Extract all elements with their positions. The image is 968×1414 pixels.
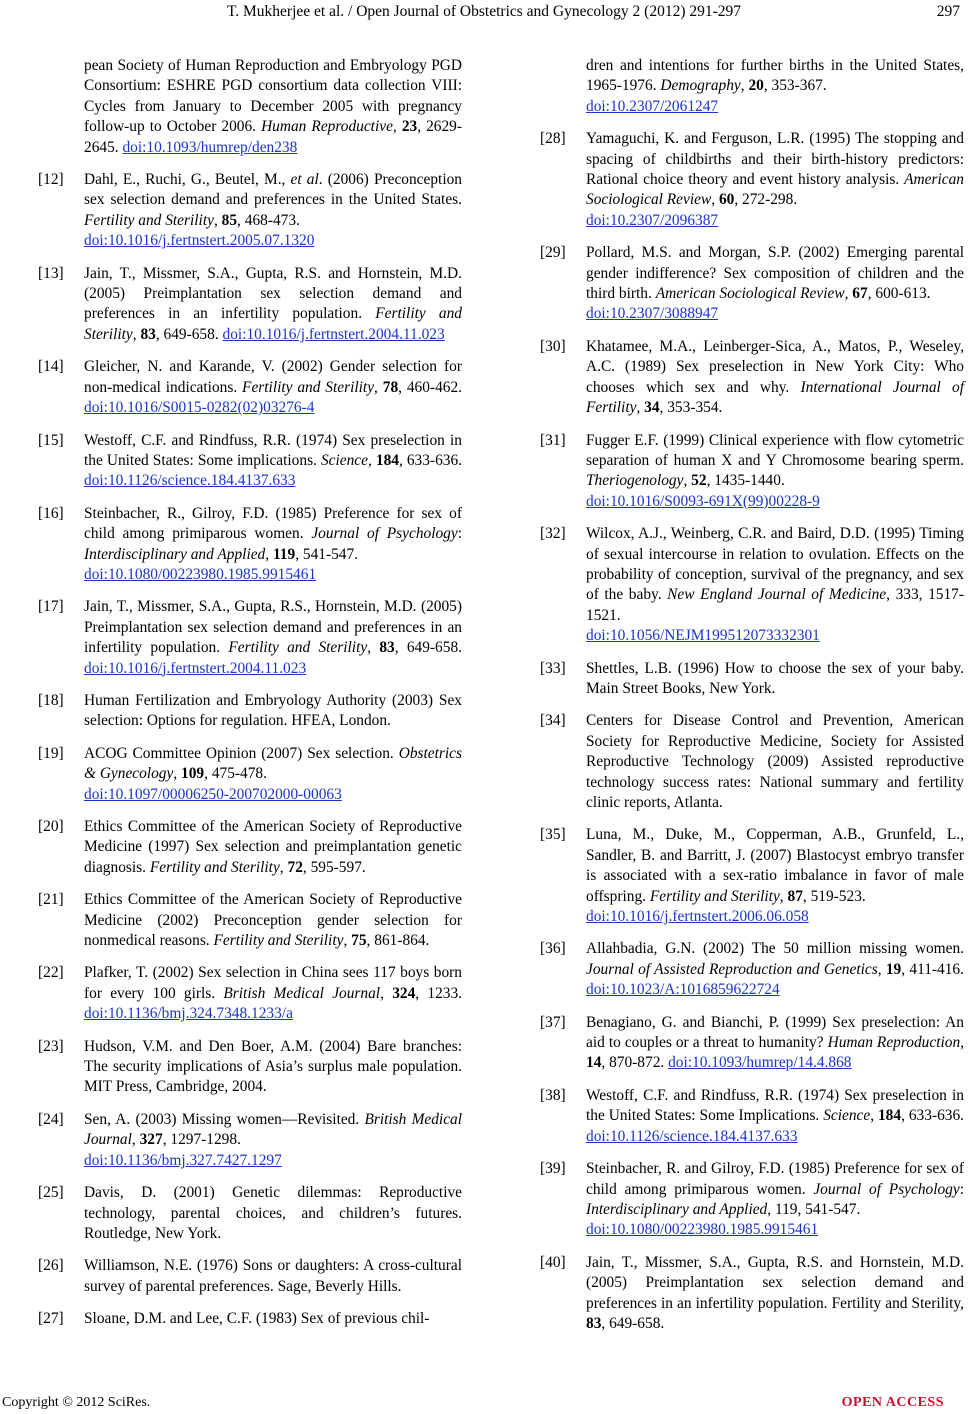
ref-text: , [960, 1034, 964, 1052]
ref-number: [37] [540, 1013, 566, 1031]
ref-number: [31] [540, 431, 566, 449]
ref-volume: 83 [586, 1314, 602, 1332]
ref-text: , 633-636. [398, 451, 463, 469]
ref-text: Gleicher, N. and Karande, V. (2002) Gender selection for non-medical indications. [84, 358, 462, 396]
ref-text: , [265, 545, 273, 563]
ref-journal: Obstetrics & Gynecology [84, 744, 462, 783]
reference-entry [540, 1253, 964, 1335]
reference-entry [38, 1256, 462, 1297]
ref-text: Yamaguchi, K. and Ferguson, L.R. (1995) The stopping and spacing of childbirths and their birth-history predictors: Rational choice theory and event history analysis. [586, 130, 964, 189]
ref-volume: 184 [877, 1107, 902, 1125]
ref-text: , [343, 932, 352, 950]
ref-text: Wilcox, A.J., Weinberg, C.R. and Baird, D.D. (1995) Timing of sexual intercourse in relation to ovulation. Effects on the probability of conception, survival of the pregnancy, and sex of the baby. [586, 525, 964, 604]
reference-entry [540, 659, 964, 700]
doi-link[interactable]: doi:10.1016/S0093-691X(99)00228-9 [586, 492, 820, 510]
ref-text: Khatamee, M.A., Leinberger-Sica, A., Matos, P., Weseley, A.C. (1989) Sex preselection in New York City: Who chooses which sex and why. [586, 337, 964, 396]
ref-text: , [380, 984, 393, 1002]
reference-entry [38, 1183, 462, 1244]
ref-journal: et al [290, 171, 319, 189]
ref-text: , 1435-1440. [706, 472, 785, 490]
ref-text: , 468-473. [237, 211, 300, 229]
ref-journal: Journal of Psychology [813, 1180, 960, 1198]
ref-volume: 14 [586, 1054, 602, 1072]
ref-journal: British Medical Journal [223, 984, 381, 1002]
ref-text: , 600-613. [867, 285, 931, 303]
ref-journal: Human Reproduction [827, 1034, 961, 1052]
doi-link[interactable]: doi:10.1016/j.fertnstert.2006.06.058 [586, 908, 809, 926]
ref-volume: 327 [139, 1131, 163, 1149]
doi-link[interactable]: doi:10.1016/j.fertnstert.2004.11.023 [84, 659, 307, 677]
ref-text: , [132, 325, 141, 343]
ref-text: Ethics Committee of the American Society of Reproductive Medicine (2002) Preconception gender selection for nonmedical reasons. [84, 891, 462, 950]
ref-number: [33] [540, 659, 566, 677]
ref-text: , [870, 1107, 878, 1125]
right-column [540, 56, 964, 1346]
ref-text: , 870-872. [601, 1054, 669, 1072]
doi-link[interactable]: doi:10.1136/bmj.327.7427.1297 [84, 1151, 282, 1169]
ref-text: , [636, 399, 645, 417]
ref-number: [13] [38, 264, 64, 282]
ref-text: Davis, D. (2001) Genetic dilemmas: Reproductive technology, parental choices, and children’s futures. Routledge, New York. [84, 1184, 462, 1242]
ref-number: [36] [540, 940, 566, 958]
ref-volume: 19 [885, 960, 902, 978]
ref-text: , [683, 472, 692, 490]
ref-journal: American Sociological Review [586, 171, 964, 209]
ref-text: , [392, 118, 402, 136]
reference-entry [38, 1309, 462, 1329]
ref-text: Dahl, E., Ruchi, G., Beutel, M., [84, 171, 291, 189]
reference-entry [540, 825, 964, 927]
ref-journal: Demography [660, 77, 741, 95]
ref-text: Westoff, C.F. and Rindfuss, R.R. (1974) Sex preselection in the United States: Some implications. [84, 431, 462, 469]
ref-text: Jain, T., Missmer, S.A., Gupta, R.S. and Hornstein, M.D. (2005) Preimplantation sex selection demand and preferences in an infertility population. [84, 264, 462, 323]
ref-text: Plafker, T. (2002) Sex selection in China sees 117 boys born for every 100 girls. [84, 964, 462, 1002]
ref-text: Centers for Disease Control and Prevention, American Society for Reproductive Medicine, Society for Assisted Reproductive Technology (2009) Assisted reproductive technology success rates: National summary and fertility clinic reports, Atlanta. [586, 712, 964, 811]
ref-journal: Fertility and Sterility [149, 858, 280, 876]
reference-entry [540, 711, 964, 813]
ref-text: Luna, M., Duke, M., Copperman, A.B., Grunfeld, L., Sandler, B. and Barritt, J. (2007) Blastocyst embryo transfer is associated with a sex-ratio imbalance in favor of male offspring. [586, 826, 964, 905]
ref-text: , 460-462. [398, 378, 462, 396]
reference-entry [38, 691, 462, 732]
ref-journal: Fertility and Sterility [242, 378, 375, 396]
doi-link[interactable]: doi:10.1016/j.fertnstert.2005.07.1320 [84, 232, 315, 250]
doi-link[interactable]: doi:10.1016/j.fertnstert.2004.11.023 [222, 325, 445, 343]
ref-text: Shettles, L.B. (1996) How to choose the sex of your baby. Main Street Books, New York. [586, 659, 964, 697]
ref-number: [26] [38, 1257, 64, 1275]
ref-text: , [131, 1131, 140, 1149]
ref-number: [34] [540, 712, 566, 730]
ref-text: , [374, 378, 383, 396]
ref-number: [25] [38, 1184, 64, 1202]
ref-number: [32] [540, 525, 566, 543]
reference-entry [38, 890, 462, 951]
ref-text: Westoff, C.F. and Rindfuss, R.R. (1974) Sex preselection in the United States: Some Implications. [586, 1086, 964, 1125]
ref-journal: Journal of Assisted Reproduction and Genetics [586, 960, 878, 978]
ref-text: , 541-547. [295, 545, 359, 563]
ref-volume: 184 [375, 451, 399, 469]
ref-text: Jain, T., Missmer, S.A., Gupta, R.S. and Hornstein, M.D. (2005) Preimplantation sex selection demand and preferences in an infertility population. Fertility and Sterility, [586, 1253, 964, 1312]
ref-number: [14] [38, 358, 64, 376]
doi-link[interactable]: doi:10.1126/science.184.4137.633 [84, 472, 296, 490]
ref-text: , 353-354. [659, 399, 723, 417]
ref-number: [19] [38, 744, 64, 762]
ref-number: [24] [38, 1110, 64, 1128]
ref-text: Jain, T., Missmer, S.A., Gupta, R.S., Hornstein, M.D. (2005) Preimplantation sex selection demand and preferences in an infertility population. [84, 598, 462, 657]
doi-link[interactable]: doi:10.1056/NEJM199512073332301 [586, 627, 820, 645]
running-head: T. Mukherjee et al. / Open Journal of Obstetrics and Gynecology 2 (2012) 291-297 [226, 3, 742, 20]
ref-text: Allahbadia, G.N. (2002) The 50 million missing women. [586, 940, 964, 958]
ref-number: [40] [540, 1253, 566, 1271]
ref-text: , 649-658. [394, 639, 462, 657]
ref-journal: Interdisciplinary and Applied [586, 1200, 768, 1218]
ref-number: [23] [38, 1037, 64, 1055]
ref-journal: Fertility and Sterility [84, 211, 214, 229]
reference-entry [38, 431, 462, 492]
ref-text: pean Society of Human Reproduction and Embryology PGD Consortium: ESHRE PGD consortium data collection VIII: Cycles from January to December 2005 with pregnancy follow-up to October 2006. [84, 57, 462, 136]
ref-number: [30] [540, 337, 566, 355]
ref-volume: 87 [787, 887, 803, 905]
doi-link[interactable]: doi:10.1080/00223980.1985.9915461 [84, 565, 317, 583]
ref-volume: 83 [140, 325, 156, 343]
ref-journal: Fertility and Sterility [213, 932, 344, 950]
ref-journal: Fertility and Sterility [228, 639, 368, 657]
ref-journal: British Medical Journal [84, 1110, 462, 1149]
ref-text: , 1233. [415, 984, 462, 1002]
ref-volume: 52 [691, 472, 707, 490]
ref-number: [17] [38, 598, 64, 616]
ref-volume: 83 [379, 639, 395, 657]
reference-entry [38, 504, 462, 586]
ref-text: , [367, 451, 376, 469]
ref-text: , 1297-1298. [162, 1131, 241, 1149]
ref-journal: Science [823, 1107, 871, 1125]
reference-entry [540, 1159, 964, 1241]
reference-entry [38, 1037, 462, 1098]
ref-text: Sloane, D.M. and Lee, C.F. (1983) Sex of previous chil- [84, 1310, 430, 1328]
copyright-notice: Copyright © 2012 SciRes. [2, 1395, 151, 1410]
ref-journal: International Journal of Fertility [586, 378, 964, 417]
ref-number: [39] [540, 1160, 566, 1178]
ref-text: ACOG Committee Opinion (2007) Sex selection. [84, 744, 399, 762]
reference-entry [540, 243, 964, 325]
ref-text: Fugger E.F. (1999) Clinical experience with flow cytometric separation of human X and Y Chromosome bearing sperm. [586, 431, 964, 469]
ref-text: : [457, 525, 462, 543]
ref-text: : [959, 1180, 964, 1198]
ref-volume: 34 [644, 399, 660, 417]
ref-journal: American Sociological Review [655, 285, 845, 303]
doi-link[interactable]: doi:10.1093/humrep/den238 [122, 138, 298, 156]
ref-volume: 67 [852, 285, 868, 303]
reference-entry [540, 129, 964, 231]
ref-volume: 75 [351, 932, 367, 950]
ref-text: dren and intentions for further births in the United States, 1965-1976. [586, 57, 964, 95]
reference-entry [540, 1086, 964, 1147]
ref-volume: 60 [718, 191, 735, 209]
ref-number: [35] [540, 826, 566, 844]
ref-text: , 633-636. [901, 1107, 964, 1125]
ref-text: , 649-658. [155, 325, 223, 343]
ref-text: Human Fertilization and Embryology Authority (2003) Sex selection: Options for regulation. HFEA, London. [84, 691, 462, 730]
ref-text: Hudson, V.M. and Den Boer, A.M. (2004) Bare branches: The security implications of Asia’s surplus male population. MIT Press, Cambridge, 2004. [84, 1037, 462, 1096]
ref-journal: Human Reproductive [261, 118, 393, 136]
doi-link[interactable]: doi:10.1080/00223980.1985.9915461 [586, 1221, 819, 1239]
ref-text: , [173, 765, 182, 783]
ref-text: , 2629-2645. [84, 118, 463, 156]
ref-text: , 119, 541-547. [767, 1200, 861, 1218]
ref-volume: 20 [748, 77, 764, 95]
ref-volume: 85 [221, 211, 238, 229]
ref-text: , 475-478. [204, 765, 267, 783]
reference-entry [38, 963, 462, 1024]
ref-journal: Fertility and Sterility [84, 305, 462, 343]
doi-link[interactable]: doi:10.1126/science.184.4137.633 [586, 1127, 798, 1145]
reference-entry [38, 1110, 462, 1171]
ref-number: [29] [540, 244, 566, 262]
ref-text: , [740, 77, 749, 95]
doi-link[interactable]: doi:10.1097/00006250-200702000-00063 [84, 785, 342, 803]
ref-journal: New England Journal of Medicine [667, 586, 887, 604]
reference-entry [38, 264, 462, 346]
ref-volume: 324 [392, 984, 416, 1002]
ref-number: [21] [38, 891, 64, 909]
reference-entry [38, 744, 462, 805]
doi-link[interactable]: doi:10.2307/3088947 [586, 305, 719, 323]
ref-text: , [279, 858, 288, 876]
reference-entry [540, 939, 964, 1000]
reference-entry [540, 1013, 964, 1074]
doi-link[interactable]: doi:10.2307/2096387 [586, 211, 719, 229]
ref-text: , [877, 960, 886, 978]
ref-volume: 78 [382, 378, 399, 396]
ref-text: , 353-367. [763, 77, 827, 95]
ref-journal: Interdisciplinary and Applied [84, 545, 266, 563]
ref-text: , 595-597. [302, 858, 366, 876]
ref-text: , [213, 211, 222, 229]
reference-entry [38, 817, 462, 878]
ref-number: [15] [38, 431, 64, 449]
ref-volume: 23 [401, 118, 418, 136]
ref-number: [22] [38, 964, 64, 982]
reference-entry [540, 337, 964, 419]
open-access-label: OPEN ACCESS [841, 1395, 944, 1410]
ref-volume: 109 [181, 765, 205, 783]
ref-text: , 411-416. [901, 960, 964, 978]
ref-number: [38] [540, 1086, 566, 1104]
ref-number: [27] [38, 1310, 64, 1328]
ref-text: , 272-298. [734, 191, 798, 209]
doi-link[interactable]: doi:10.1023/A:1016859622724 [586, 981, 780, 999]
ref-text: Pollard, M.S. and Morgan, S.P. (2002) Emerging parental gender indifference? Sex composition of children and the third birth. [586, 244, 964, 303]
ref-journal: Theriogenology [586, 472, 684, 490]
ref-text: , [844, 285, 853, 303]
ref-text: , 519-523. [802, 887, 866, 905]
ref-text: , 861-864. [366, 932, 430, 950]
ref-text: Williamson, N.E. (1976) Sons or daughters: A cross-cultural survey of parental preferences. Sage, Beverly Hills. [84, 1257, 462, 1295]
left-column [38, 56, 462, 1342]
ref-text: Steinbacher, R., Gilroy, F.D. (1985) Preference for sex of child among primiparous women. [84, 504, 462, 543]
ref-number: [16] [38, 504, 64, 522]
reference-entry [540, 431, 964, 513]
reference-entry [38, 597, 462, 679]
reference-continuation [38, 56, 462, 158]
reference-entry [540, 524, 964, 646]
ref-text: , [711, 191, 719, 209]
ref-text: , 649-658. [601, 1314, 665, 1332]
ref-volume: 72 [287, 858, 303, 876]
ref-text: Ethics Committee of the American Society of Reproductive Medicine (1997) Sex selection and preimplantation genetic diagnosis. [84, 818, 462, 876]
ref-journal: Science [320, 451, 368, 469]
reference-entry [38, 170, 462, 252]
ref-number: [20] [38, 818, 64, 835]
ref-text: , [779, 887, 788, 905]
doi-link[interactable]: doi:10.2307/2061247 [586, 97, 719, 115]
doi-link[interactable]: doi:10.1016/S0015-0282(02)03276-4 [84, 399, 315, 417]
ref-text: Steinbacher, R. and Gilroy, F.D. (1985) Preference for sex of child among primiparous women. [586, 1160, 964, 1198]
ref-volume: 119 [272, 545, 296, 563]
doi-link[interactable]: doi:10.1136/bmj.324.7348.1233/a [84, 1005, 293, 1023]
ref-text: , 333, 1517-1521. [586, 586, 965, 624]
reference-entry [38, 357, 462, 418]
ref-text: Benagiano, G. and Bianchi, P. (1999) Sex preselection: An aid to couples or a threat to humanity? [586, 1013, 964, 1052]
ref-journal: Fertility and Sterility [649, 887, 780, 905]
ref-number: [18] [38, 691, 64, 709]
ref-text: , [367, 639, 380, 657]
ref-text: . (2006) Preconception sex selection demand and preferences in the United States. [84, 171, 462, 209]
reference-continuation [540, 56, 964, 117]
ref-text: Sen, A. (2003) Missing women—Revisited. [84, 1110, 365, 1128]
ref-number: [28] [540, 130, 566, 148]
ref-number: [12] [38, 171, 64, 189]
doi-link[interactable]: doi:10.1093/humrep/14.4.868 [668, 1054, 852, 1072]
ref-journal: Journal of Psychology [311, 525, 458, 543]
page-number: 297 [936, 3, 960, 20]
